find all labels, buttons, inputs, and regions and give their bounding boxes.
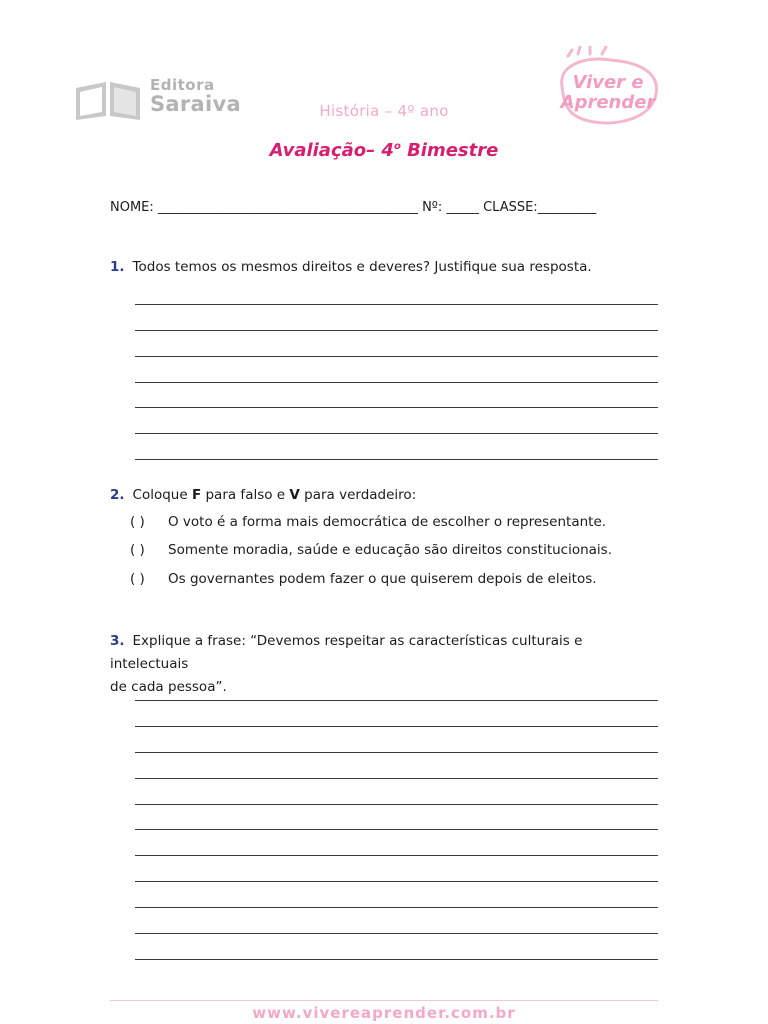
answer-line[interactable] <box>135 933 658 934</box>
footer-divider <box>110 1000 658 1001</box>
brand-line-2: Aprender <box>560 92 656 113</box>
answer-line[interactable] <box>135 959 658 960</box>
brand-line-1: Viver e <box>572 72 644 93</box>
true-key: V <box>289 487 300 503</box>
answer-line[interactable] <box>135 881 658 882</box>
answer-line[interactable] <box>135 433 658 434</box>
answer-line[interactable] <box>135 700 658 701</box>
tf-statement: O voto é a forma mais democrática de escolher o representante. <box>168 514 607 530</box>
tf-item <box>130 514 670 530</box>
tf-answer-box[interactable]: ( ) <box>130 571 145 587</box>
question-text: Todos temos os mesmos direitos e deveres? Justifique sua resposta. <box>132 259 592 275</box>
subject-heading: História – 4º ano <box>319 102 449 120</box>
name-field[interactable]: ________________________________________ <box>157 200 418 215</box>
student-info-line <box>110 200 658 215</box>
tf-item <box>130 542 670 558</box>
question-text: Explique a frase: “Devemos respeitar as características culturais e intelectuais <box>110 633 583 672</box>
answer-line[interactable] <box>135 778 658 779</box>
question-1 <box>110 256 660 279</box>
false-key: F <box>191 487 202 503</box>
answer-line[interactable] <box>135 356 658 357</box>
tf-answer-box[interactable]: ( ) <box>130 514 145 530</box>
question-number: 1. <box>110 259 125 275</box>
class-field[interactable]: _________ <box>537 200 597 215</box>
answer-line[interactable] <box>135 726 658 727</box>
tf-item <box>130 571 670 587</box>
number-field[interactable]: _____ <box>446 200 479 215</box>
tf-statement: Os governantes podem fazer o que quiserem depois de eleitos. <box>168 571 597 587</box>
answer-line[interactable] <box>135 459 658 460</box>
answer-line[interactable] <box>135 752 658 753</box>
question-3 <box>110 630 660 699</box>
answer-line[interactable] <box>135 804 658 805</box>
answer-line[interactable] <box>135 829 658 830</box>
question-number: 3. <box>110 633 125 649</box>
number-label: Nº: <box>422 200 443 215</box>
question-2: 2. Coloque F para falso e V para verdadeiro: <box>110 487 417 503</box>
answer-line[interactable] <box>135 382 658 383</box>
answer-line[interactable] <box>135 855 658 856</box>
footer-url[interactable]: www.vivereaprender.com.br <box>252 1004 516 1022</box>
answer-line[interactable] <box>135 407 658 408</box>
name-label: NOME: <box>110 200 154 215</box>
page-title: Avaliação– 4$^o$ Bimestre <box>269 140 499 161</box>
class-label: CLASSE: <box>483 200 538 215</box>
answer-line[interactable] <box>135 304 658 305</box>
question-text-cont: de cada pessoa”. <box>110 679 227 695</box>
question-number: 2. <box>110 487 125 503</box>
tf-answer-box[interactable]: ( ) <box>130 542 145 558</box>
tf-statement: Somente moradia, saúde e educação são direitos constitucionais. <box>168 542 613 558</box>
answer-line[interactable] <box>135 330 658 331</box>
publisher-name: Editora Saraiva <box>150 76 241 116</box>
answer-line[interactable] <box>135 907 658 908</box>
